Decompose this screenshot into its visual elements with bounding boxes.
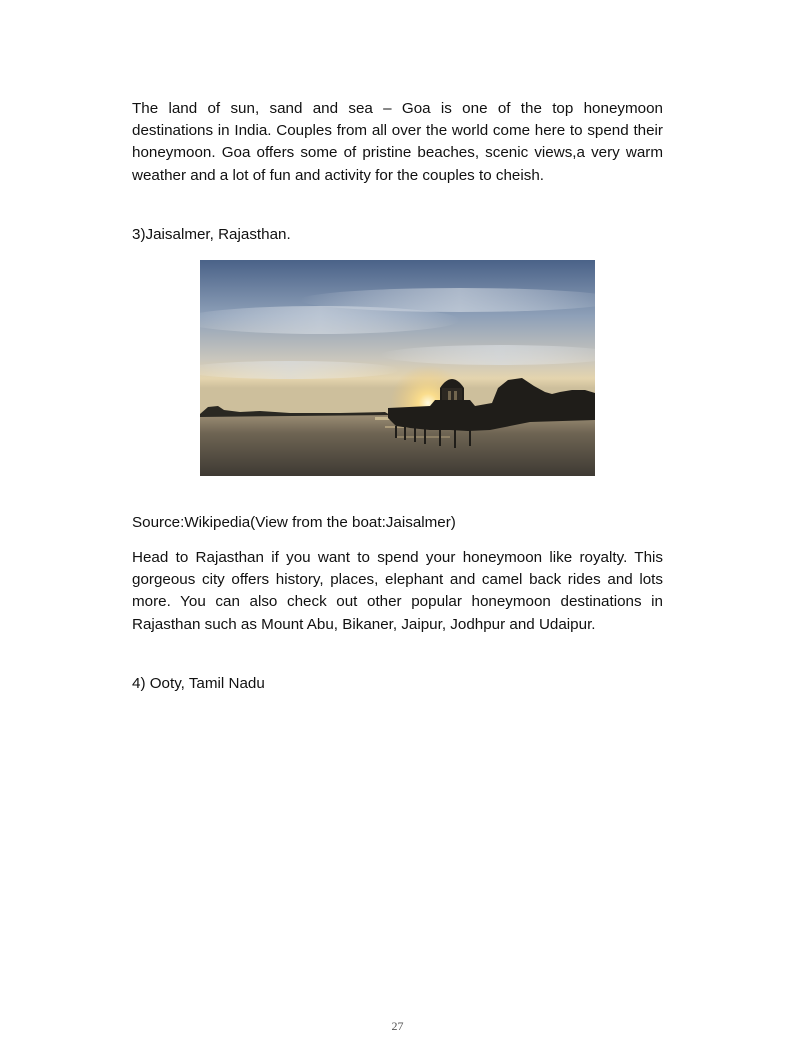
heading-jaisalmer: 3)Jaisalmer, Rajasthan. xyxy=(132,226,291,243)
paragraph-rajasthan: Head to Rajasthan if you want to spend your honeymoon like royalty. This gorgeous city offers history, places, elephant and camel back rides and lots more. You can also check out other popular honeymoon destinations in Rajasthan such as Mount Abu, Bikaner, Jaipur, Jodhpur and Udaipur. xyxy=(132,549,663,633)
page-number: 27 xyxy=(391,1019,404,1033)
paragraph-goa: The land of sun, sand and sea – Goa is one of the top honeymoon destinations in India. Couples from all over the world come here to spend their honeymoon. Goa offers some of pristine beaches, scenic views,a very warm weather and a lot of fun and activity for the couples to cheish. xyxy=(132,100,663,184)
heading-ooty: 4) Ooty, Tamil Nadu xyxy=(132,675,265,692)
image-caption: Source:Wikipedia(View from the boat:Jaisalmer) xyxy=(132,514,456,531)
jaisalmer-lake-photo xyxy=(200,260,595,476)
